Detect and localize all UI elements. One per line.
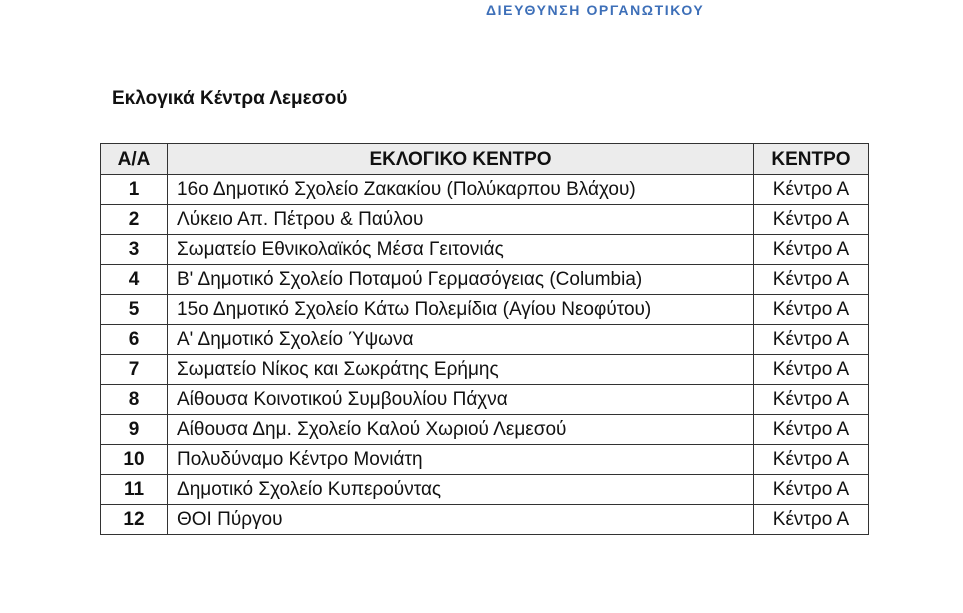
table-row	[101, 235, 869, 265]
row-election-center: 16ο Δημοτικό Σχολείο Ζακακίου (Πολύκαρπου Βλάχου)	[168, 175, 754, 205]
row-election-center: Λύκειο Απ. Πέτρου & Παύλου	[168, 205, 754, 235]
header-election-center: ΕΚΛΟΓΙΚΟ ΚΕΝΤΡΟ	[168, 144, 754, 175]
row-center: Κέντρο Α	[754, 205, 869, 235]
row-number: 7	[101, 355, 168, 385]
row-election-center: 15ο Δημοτικό Σχολείο Κάτω Πολεμίδια (Αγίου Νεοφύτου)	[168, 295, 754, 325]
header-center: ΚΕΝΤΡΟ	[754, 144, 869, 175]
row-center: Κέντρο Α	[754, 385, 869, 415]
row-number: 1	[101, 175, 168, 205]
table-row	[101, 445, 869, 475]
row-number: 6	[101, 325, 168, 355]
row-center: Κέντρο Α	[754, 505, 869, 535]
row-election-center: Σωματείο Εθνικολαϊκός Μέσα Γειτονιάς	[168, 235, 754, 265]
row-center: Κέντρο Α	[754, 325, 869, 355]
row-number: 9	[101, 415, 168, 445]
row-number: 3	[101, 235, 168, 265]
row-number: 10	[101, 445, 168, 475]
row-center: Κέντρο Α	[754, 355, 869, 385]
row-number: 2	[101, 205, 168, 235]
row-center: Κέντρο Α	[754, 445, 869, 475]
row-number: 8	[101, 385, 168, 415]
table-header-row	[101, 144, 869, 175]
row-center: Κέντρο Α	[754, 265, 869, 295]
row-election-center: Πολυδύναμο Κέντρο Μονιάτη	[168, 445, 754, 475]
header-number: Α/Α	[101, 144, 168, 175]
row-election-center: Α' Δημοτικό Σχολείο Ύψωνα	[168, 325, 754, 355]
row-center: Κέντρο Α	[754, 175, 869, 205]
row-election-center: Αίθουσα Δημ. Σχολείο Καλού Χωριού Λεμεσού	[168, 415, 754, 445]
row-number: 5	[101, 295, 168, 325]
table-row	[101, 505, 869, 535]
table-row	[101, 415, 869, 445]
table-row	[101, 355, 869, 385]
row-election-center: Β' Δημοτικό Σχολείο Ποταμού Γερμασόγειας (Columbia)	[168, 265, 754, 295]
row-number: 11	[101, 475, 168, 505]
row-center: Κέντρο Α	[754, 295, 869, 325]
organization-header: ΔΙΕΥΘΥΝΣΗ ΟΡΓΑΝΩΤΙΚΟΥ	[486, 2, 705, 18]
row-center: Κέντρο Α	[754, 475, 869, 505]
document-title: Εκλογικά Κέντρα Λεμεσού	[112, 88, 348, 109]
row-number: 4	[101, 265, 168, 295]
row-center: Κέντρο Α	[754, 415, 869, 445]
row-number: 12	[101, 505, 168, 535]
table-row	[101, 175, 869, 205]
row-election-center: Αίθουσα Κοινοτικού Συμβουλίου Πάχνα	[168, 385, 754, 415]
table-row	[101, 205, 869, 235]
table-row	[101, 385, 869, 415]
table-row	[101, 265, 869, 295]
row-election-center: Σωματείο Νίκος και Σωκράτης Ερήμης	[168, 355, 754, 385]
row-center: Κέντρο Α	[754, 235, 869, 265]
table-row	[101, 325, 869, 355]
table-row	[101, 475, 869, 505]
row-election-center: Δημοτικό Σχολείο Κυπερούντας	[168, 475, 754, 505]
election-centers-table	[100, 143, 869, 535]
row-election-center: ΘΟΙ Πύργου	[168, 505, 754, 535]
table-row	[101, 295, 869, 325]
